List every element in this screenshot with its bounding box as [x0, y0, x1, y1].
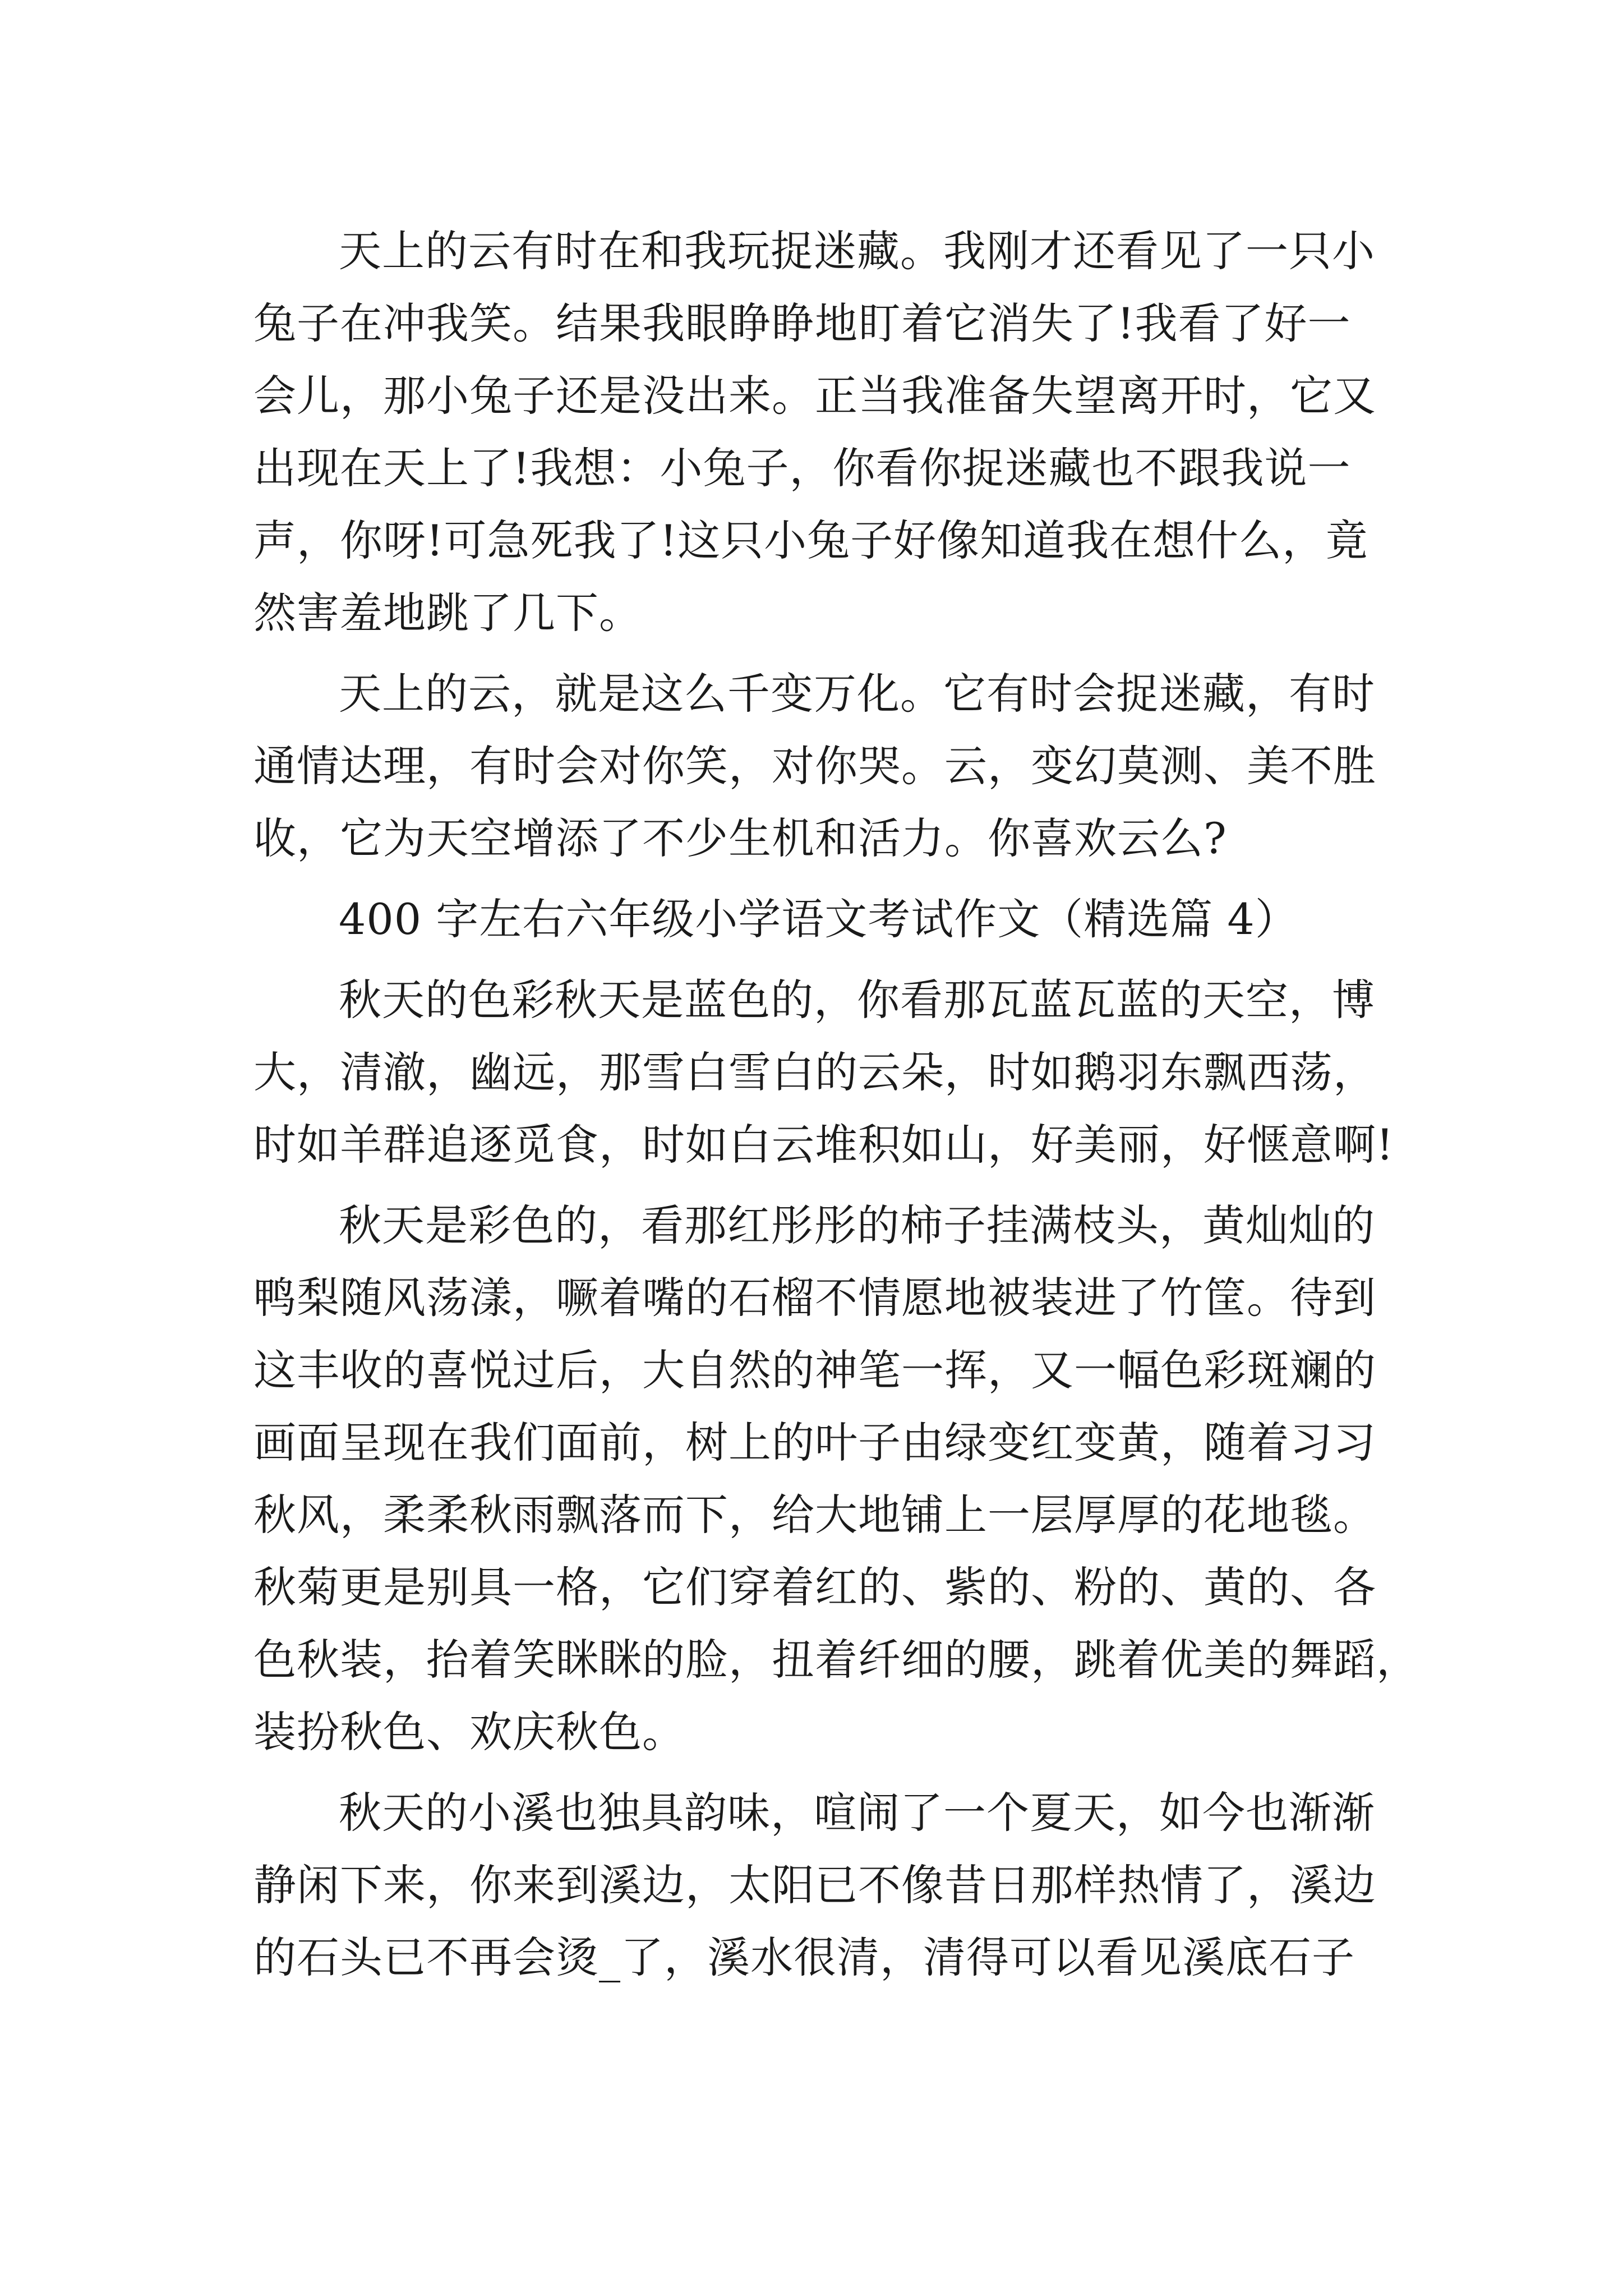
paragraph-line: 通情达理，有时会对你笑，对你哭。云，变幻莫测、美不胜	[253, 741, 1376, 791]
paragraph-line: 静闲下来，你来到溪边，太阳已不像昔日那样热情了，溪边	[253, 1860, 1376, 1910]
paragraph-line: 秋天是彩色的，看那红彤彤的柿子挂满枝头，黄灿灿的	[339, 1200, 1375, 1250]
paragraph-line: 秋天的小溪也独具韵味，喧闹了一个夏天，如今也渐渐	[339, 1788, 1375, 1838]
paragraph-line: 大，清澈，幽远，那雪白雪白的云朵，时如鹅羽东飘西荡，	[253, 1047, 1376, 1097]
paragraph-line: 画面呈现在我们面前，树上的叶子由绿变红变黄，随着习习	[253, 1418, 1376, 1467]
paragraph-line: 出现在天上了!我想：小兔子，你看你捉迷藏也不跟我说一	[253, 443, 1351, 493]
paragraph-line: 会儿，那小兔子还是没出来。正当我准备失望离开时，它又	[253, 371, 1376, 421]
essay-text	[253, 215, 1419, 1994]
paragraph-line: 秋天的色彩秋天是蓝色的，你看那瓦蓝瓦蓝的天空，博	[339, 975, 1375, 1025]
paragraph-line: 鸭梨随风荡漾，噘着嘴的石榴不情愿地被装进了竹筐。待到	[253, 1273, 1376, 1323]
paragraph-line: 天上的云有时在和我玩捉迷藏。我刚才还看见了一只小	[339, 226, 1375, 276]
paragraph-line: 秋菊更是别具一格，它们穿着红的、紫的、粉的、黄的、各	[253, 1562, 1376, 1612]
section-heading: 400 字左右六年级小学语文考试作文（精选篇 4）	[339, 894, 1298, 944]
paragraph-line: 时如羊群追逐觅食，时如白云堆积如山，好美丽，好惬意啊!	[253, 1120, 1394, 1170]
paragraph-line: 声，你呀!可急死我了!这只小兔子好像知道我在想什么，竟	[253, 516, 1369, 565]
paragraph-line: 兔子在冲我笑。结果我眼睁睁地盯着它消失了!我看了好一	[253, 298, 1351, 348]
paragraph-line: 收，它为天空增添了不少生机和活力。你喜欢云么?	[253, 813, 1227, 863]
paragraph-line: 然害羞地跳了几下。	[253, 588, 642, 638]
paragraph-line: 装扮秋色、欢庆秋色。	[253, 1707, 685, 1757]
paragraph-line: 天上的云，就是这么千变万化。它有时会捉迷藏，有时	[339, 669, 1375, 719]
paragraph-line: 色秋装，抬着笑眯眯的脸，扭着纤细的腰，跳着优美的舞蹈，	[253, 1635, 1419, 1685]
paragraph-line: 秋风，柔柔秋雨飘落而下，给大地铺上一层厚厚的花地毯。	[253, 1490, 1376, 1540]
paragraph-line: 的石头已不再会烫_了，溪水很清，清得可以看见溪底石子	[253, 1932, 1355, 1982]
paragraph-line: 这丰收的喜悦过后，大自然的神笔一挥，又一幅色彩斑斓的	[253, 1345, 1376, 1395]
